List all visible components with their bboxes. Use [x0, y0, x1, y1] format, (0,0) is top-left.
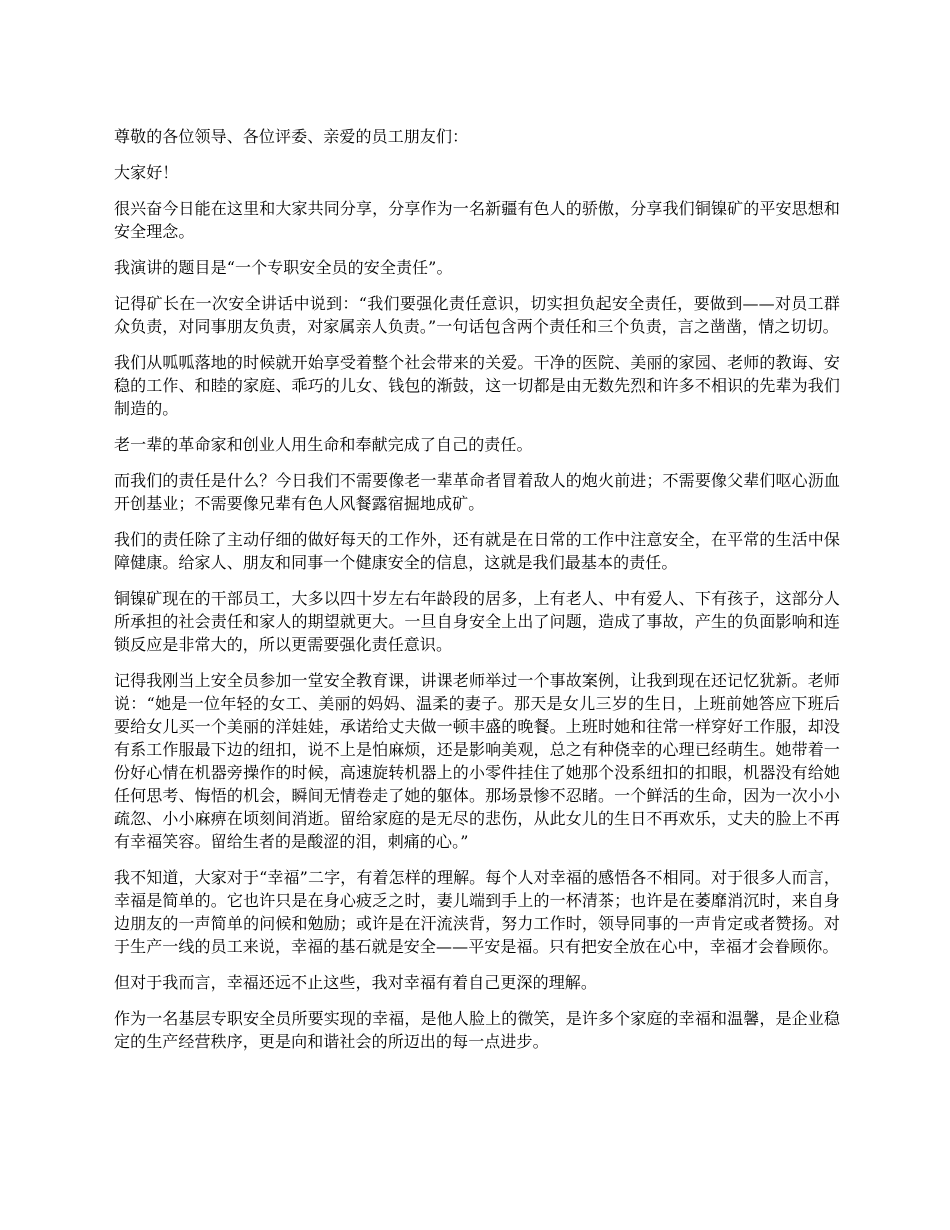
paragraph: 很兴奋今日能在这里和大家共同分享，分享作为一名新疆有色人的骄傲，分享我们铜镍矿的平安思想和安全理念。 [114, 199, 840, 241]
paragraph: 我不知道，大家对于“幸福”二字，有着怎样的理解。每个人对幸福的感悟各不相同。对于很多人而言，幸福是简单的。它也许只是在身心疲乏之时，妻儿端到手上的一杯清茶；也许是在萎靡消沉时，来自身边朋友的一声简单的问候和勉励；或许是在汗流浃背，努力工作时，领导同事的一声肯定或者赞扬。对于生产一线的员工来说，幸福的基石就是安全——平安是福。只有把安全放在心中，幸福才会眷顾你。 [114, 868, 840, 956]
speech-topic: 我演讲的题目是“一个专职安全员的安全责任”。 [114, 258, 453, 277]
accident-story: 记得我刚当上安全员参加一堂安全教育课，讲课老师举过一个事故案例，让我到现在还记忆犹新。老师说：“她是一位年轻的女工、美丽的妈妈、温柔的妻子。那天是女儿三岁的生日，上班前她答应下班后要给女儿买一个美丽的洋娃娃，承诺给丈夫做一顿丰盛的晚餐。上班时她和往常一样穿好工作服，却没有系工作服最下边的纽扣，说不上是怕麻烦，还是影响美观，总之有种侥幸的心理已经萌生。她带着一份好心情在机器旁操作的时候，高速旋转机器上的小零件挂住了她那个没系纽扣的扣眼，机器没有给她任何思考、悔悟的机会，瞬间无情卷走了她的躯体。那场景惨不忍睹。一个鲜活的生命，因为一次小小疏忽、小小麻痹在顷刻间消逝。留给家庭的是无尽的悲伤，从此女儿的生日不再欢乐，丈夫的脸上不再有幸福笑容。留给生者的是酸涩的泪，刺痛的心。” [114, 671, 840, 851]
paragraph: 铜镍矿现在的干部员工，大多以四十岁左右年龄段的居多，上有老人、中有爱人、下有孩子，这部分人所承担的社会责任和家人的期望就更大。一旦自身安全上出了问题，造成了事故，产生的负面影响和连锁反应是非常大的，所以更需要强化责任意识。 [114, 589, 840, 654]
speech-body [114, 125, 840, 1066]
paragraph: 但对于我而言，幸福还远不止这些，我对幸福有着自己更深的理解。 [114, 973, 598, 992]
paragraph: 记得矿长在一次安全讲话中说到：“我们要强化责任意识，切实担负起安全责任，要做到——对员工群众负责，对同事朋友负责，对家属亲人负责。”一句话包含两个责任和三个负责，言之凿凿，情之切切。 [114, 294, 840, 336]
paragraph: 老一辈的革命家和创业人用生命和奉献完成了自己的责任。 [114, 435, 533, 454]
paragraph: 作为一名基层专职安全员所要实现的幸福，是他人脸上的微笑，是许多个家庭的幸福和温馨，是企业稳定的生产经营秩序，更是向和谐社会的所迈出的每一点进步。 [114, 1009, 840, 1051]
greeting: 大家好！ [114, 163, 179, 182]
salutation: 尊敬的各位领导、各位评委、亲爱的员工朋友们： [114, 127, 469, 146]
paragraph: 我们的责任除了主动仔细的做好每天的工作外，还有就是在日常的工作中注意安全，在平常的生活中保障健康。给家人、朋友和同事一个健康安全的信息，这就是我们最基本的责任。 [114, 530, 840, 572]
paragraph: 我们从呱呱落地的时候就开始享受着整个社会带来的关爱。干净的医院、美丽的家园、老师的教诲、安稳的工作、和睦的家庭、乖巧的儿女、钱包的渐鼓，这一切都是由无数先烈和许多不相识的先辈为我们制造的。 [114, 353, 840, 418]
paragraph: 而我们的责任是什么？今日我们不需要像老一辈革命者冒着敌人的炮火前进；不需要像父辈们呕心沥血开创基业；不需要像兄辈有色人风餐露宿掘地成矿。 [114, 471, 840, 513]
